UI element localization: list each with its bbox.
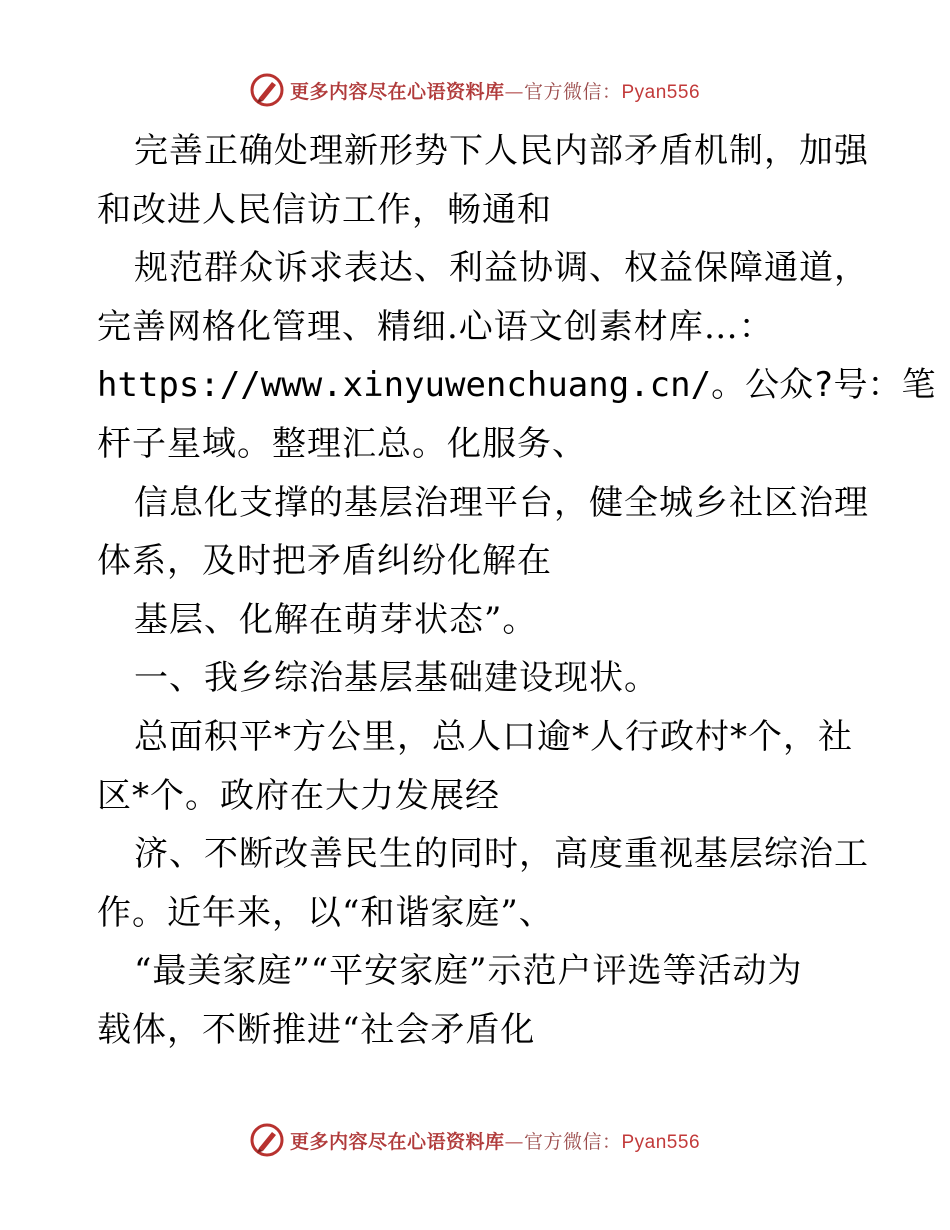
body-line: 杆子星域。整理汇总。化服务、 <box>97 423 587 464</box>
header-wechat-id: Pyan556 <box>621 81 701 103</box>
body-line: 区*个。政府在大力发展经 <box>97 775 500 816</box>
section-heading: 一、我乡综治基层基础建设现状。 <box>134 658 659 699</box>
body-line: 和改进人民信访工作，畅通和 <box>97 189 552 230</box>
header-dash: — <box>504 80 524 103</box>
pen-logo-icon <box>250 73 284 107</box>
footer-brand <box>250 1123 700 1157</box>
body-line: 载体，不断推进“社会矛盾化 <box>97 1009 536 1050</box>
body-line: 信息化支撑的基层治理平台，健全城乡社区治理 <box>134 482 869 523</box>
footer-brand-name: 更多内容尽在心语资料库 <box>289 1130 505 1153</box>
footer-wechat-label: 官方微信： <box>523 1130 622 1153</box>
body-line: 作。近年来，以“和谐家庭”、 <box>97 892 554 933</box>
header-wechat-label: 官方微信： <box>523 80 622 103</box>
body-line: 基层、化解在萌芽状态”。 <box>134 599 538 640</box>
body-line: “最美家庭”“平安家庭”示范户评选等活动为 <box>134 951 803 992</box>
body-line-url: https://www.xinyuwenchuang.cn/。公众?号：笔 <box>97 365 936 406</box>
document-body <box>97 122 936 1060</box>
body-line: 济、不断改善民生的同时，高度重视基层综治工 <box>134 834 869 875</box>
page-header <box>0 70 950 110</box>
footer-dash: — <box>504 1130 524 1153</box>
footer-wechat-id: Pyan556 <box>621 1131 701 1153</box>
body-line: 规范群众诉求表达、利益协调、权益保障通道， <box>134 248 869 289</box>
page-footer <box>0 1120 950 1160</box>
body-line: 完善正确处理新形势下人民内部矛盾机制，加强 <box>134 131 869 171</box>
body-line: 体系，及时把矛盾纠纷化解在 <box>97 541 552 582</box>
pen-logo-icon <box>250 1123 284 1157</box>
body-line: 总面积平*方公里，总人口逾*人行政村*个，社 <box>134 716 853 757</box>
header-brand <box>250 73 700 107</box>
body-line: 完善网格化管理、精细.心语文创素材库…： <box>97 306 774 347</box>
header-brand-name: 更多内容尽在心语资料库 <box>289 80 505 103</box>
